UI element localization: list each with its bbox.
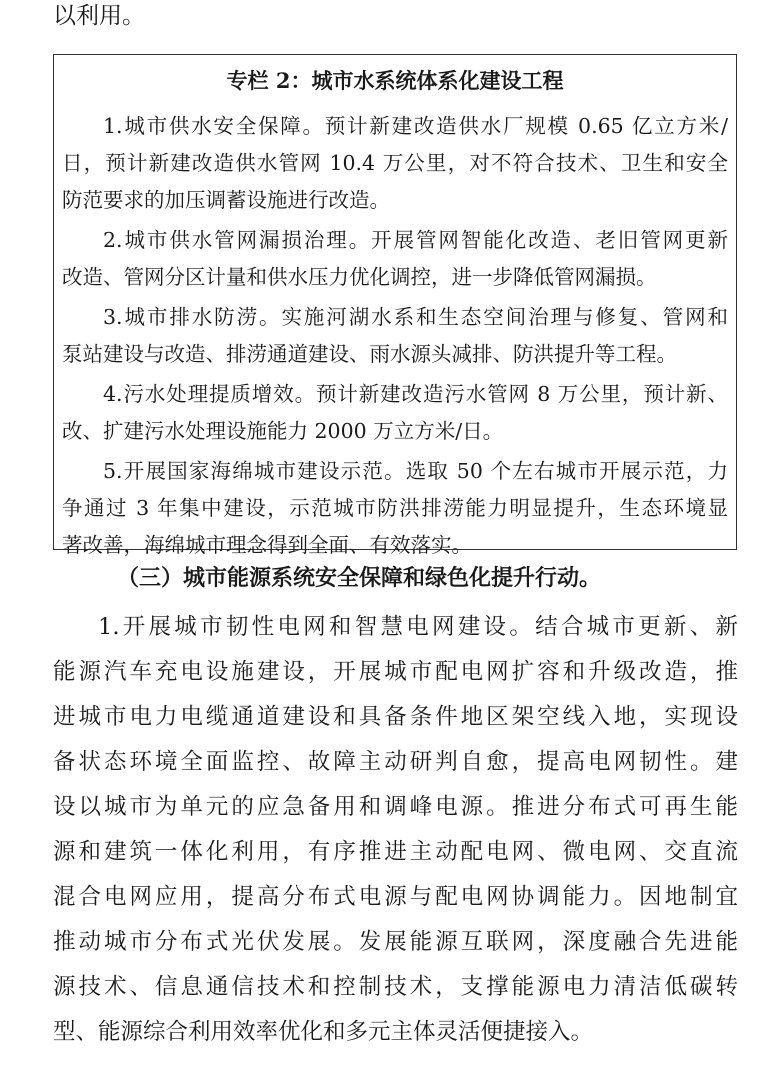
- text-line: 泵站建设与改造、排涝通道建设、雨水源头减排、防洪提升等工程。: [62, 342, 677, 366]
- text-line: 能源汽车充电设施建设，开展城市配电网扩容和升级改造，推: [53, 659, 738, 685]
- text-line: 4.污水处理提质增效。预计新建改造污水管网 8 万公里，预计新、: [103, 382, 728, 406]
- main-paragraph: [53, 605, 738, 1055]
- paragraph: [62, 299, 728, 373]
- text-line: 1.城市供水安全保障。预计新建改造供水厂规模 0.65 亿立方米/: [103, 114, 728, 138]
- text-line: 改造、管网分区计量和供水压力优化调控，进一步降低管网漏损。: [62, 265, 657, 289]
- text-line: 设以城市为单元的应急备用和调峰电源。推进分布式可再生能: [53, 794, 738, 820]
- text-line: 源技术、信息通信技术和控制技术，支撑能源电力清洁低碳转: [53, 974, 738, 1000]
- text-line: 型、能源综合利用效率优化和多元主体灵活便捷接入。: [53, 1019, 594, 1045]
- paragraph: [53, 605, 738, 1055]
- text-line: 备状态环境全面监控、故障主动研判自愈，提高电网韧性。建: [53, 749, 738, 775]
- paragraph: [62, 108, 728, 219]
- text-line: 进城市电力电缆通道建设和具备条件地区架空线入地，实现设: [53, 704, 738, 730]
- text-line: 日，预计新建改造供水管网 10.4 万公里，对不符合技术、卫生和安全: [62, 151, 728, 175]
- text-line: 3.城市排水防涝。实施河湖水系和生态空间治理与修复、管网和: [103, 305, 728, 329]
- text-line: 5.开展国家海绵城市建设示范。选取 50 个左右城市开展示范，力: [103, 459, 728, 483]
- box-body: [62, 108, 728, 567]
- text-line: 推动城市分布式光伏发展。发展能源互联网，深度融合先进能: [53, 929, 738, 955]
- text-line: 著改善，海绵城市理念得到全面、有效落实。: [62, 533, 472, 557]
- text-line: 防范要求的加压调蓄设施进行改造。: [62, 188, 390, 212]
- text-line: 2.城市供水管网漏损治理。开展管网智能化改造、老旧管网更新: [103, 228, 728, 252]
- text-line: 改、扩建污水处理设施能力 2000 万立方米/日。: [62, 419, 504, 443]
- sidebar-box-column-2: [53, 54, 737, 557]
- paragraph: [62, 376, 728, 450]
- text-line: 混合电网应用，提高分布式电源与配电网协调能力。因地制宜: [53, 884, 738, 910]
- paragraph: [62, 453, 728, 564]
- section-heading: （三）城市能源系统安全保障和绿色化提升行动。: [117, 565, 602, 591]
- text-line: 争通过 3 年集中建设，示范城市防洪排涝能力明显提升，生态环境显: [62, 496, 728, 520]
- continued-text: 以利用。: [53, 3, 145, 29]
- text-line: 1.开展城市韧性电网和智慧电网建设。结合城市更新、新: [98, 614, 738, 640]
- box-title: 专栏 2：城市水系统体系化建设工程: [226, 68, 564, 93]
- text-line: 源和建筑一体化利用，有序推进主动配电网、微电网、交直流: [53, 839, 738, 865]
- paragraph: [62, 222, 728, 296]
